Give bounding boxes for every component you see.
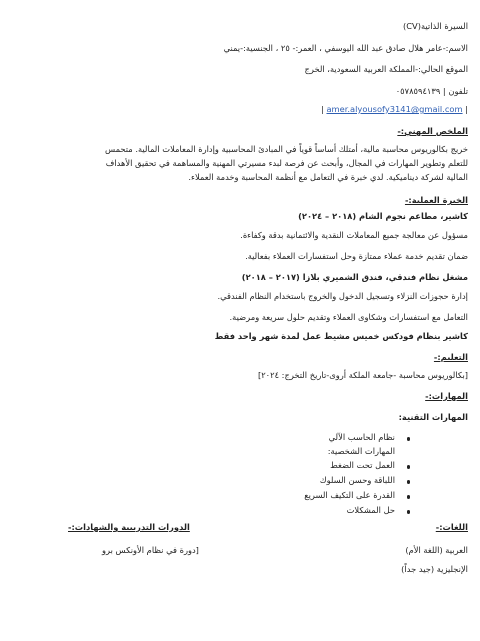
technical-skills-heading: المهارات التقنية: <box>398 412 468 422</box>
training-heading: الدورات التدريبية والشهادات:- <box>68 522 190 532</box>
name-line: الاسم:-عامر هلال صادق عبد الله اليوسفي ، العمر:- ٢٥ ، الجنسية:-يمني <box>223 43 468 53</box>
skills-heading: المهارات:- <box>425 391 468 401</box>
bullet-icon <box>407 510 411 514</box>
job-title: كاشير، مطاعم نجوم الشام (٢٠١٨ – ٢٠٢٤) <box>298 211 468 221</box>
summary-line: المالية لشركة ديناميكية. لدي خبرة في التعامل مع أنظمة المحاسبة وخدمة العملاء. <box>188 172 468 182</box>
location-line: الموقع الحالي:-المملكة العربية السعودية، الخرج <box>304 64 468 74</box>
bullet-icon <box>407 480 411 484</box>
skill-item: اللباقة وحسن السلوك <box>319 475 395 485</box>
skill-item: القدرة على التكيف السريع <box>304 490 395 500</box>
email-link[interactable]: amer.alyousofy3141@gmail.com <box>326 104 463 114</box>
summary-line: للتعلم وتطوير المهارات في المجال، وأبحث عن فرصة لبدء مسيرتي المهنية والمساهمة في تحقيق الأهداف <box>105 158 468 168</box>
job-point: مسؤول عن معالجة جميع المعاملات النقدية والائتمانية بدقة وكفاءة. <box>240 230 468 240</box>
skill-item: حل المشكلات <box>346 505 395 515</box>
summary-heading: الملخص المهني:- <box>397 126 468 136</box>
phone-line: تلفون | ٠٥٧٨٥٩٤١٣٩ <box>395 86 468 96</box>
email-separator: | <box>465 104 468 114</box>
job-point: ضمان تقديم خدمة عملاء ممتازة وحل استفسارات العملاء بفعالية. <box>245 251 468 261</box>
skill-item: العمل تحت الضغط <box>330 460 395 470</box>
languages-heading: اللغات:- <box>435 522 468 532</box>
job-title: كاشير بنظام فودكس خميس مشيط عمل لمدة شهر واحد فقط <box>214 331 468 341</box>
education-line: [بكالوريوس محاسبة -جامعة الملكة أروى-تاريخ التخرج: ٢٠٢٤] <box>257 370 468 380</box>
email-line <box>321 104 468 115</box>
bullet-icon <box>407 437 411 441</box>
skill-item: المهارات الشخصية: <box>327 446 395 456</box>
email-separator: | <box>321 104 324 114</box>
summary-line: خريج بكالوريوس محاسبة مالية، أمتلك أساساً قوياً في المبادئ المحاسبية وإدارة المعاملات المالية. متحمس <box>105 144 468 154</box>
skill-item: نظام الحاسب الآلي <box>328 432 395 442</box>
experience-heading: الخبرة العملية:- <box>404 195 468 205</box>
job-point: إدارة حجوزات النزلاء وتسجيل الدخول والخروج باستخدام النظام الفندقي. <box>217 291 468 301</box>
language-item: الإنجليزية (جيد جداً) <box>401 564 468 574</box>
cv-title: السيرة الذاتية(CV) <box>402 21 468 31</box>
bullet-icon <box>407 495 411 499</box>
education-heading: التعليم:- <box>433 352 468 362</box>
job-point: التعامل مع استفسارات وشكاوى العملاء وتقديم حلول سريعة ومرضية. <box>229 312 468 322</box>
language-item: العربية (اللغة الأم) <box>405 545 468 555</box>
training-item: [دورة في نظام الأونكس برو <box>102 545 199 555</box>
job-title: مشغل نظام فندقي، فندق الشميري بلازا (٢٠١٧ – ٢٠١٨) <box>241 272 468 282</box>
bullet-icon <box>407 465 411 469</box>
